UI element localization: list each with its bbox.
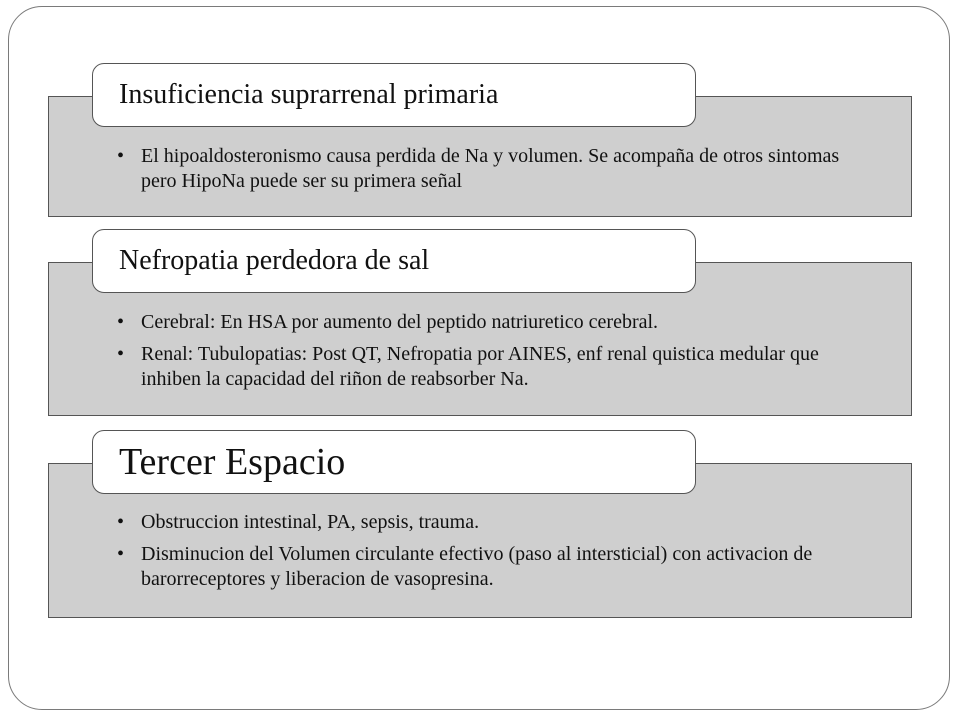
section-title-insuficiencia: [92, 63, 696, 127]
section-title-tercer-espacio: [92, 430, 696, 494]
list-item: • Cerebral: En HSA por aumento del peptido natriuretico cerebral.: [117, 311, 659, 333]
bullet-list: [115, 510, 871, 599]
list-item: • El hipoaldosteronismo causa perdida de Na y volumen. Se acompaña de otros sintomas pero HipoNa puede ser su primera señal: [117, 145, 840, 192]
bullet-list: [115, 310, 871, 399]
bullet-icon: •: [117, 543, 125, 565]
title-text: Nefropatia perdedora de sal: [119, 245, 430, 276]
bullet-icon: •: [117, 145, 125, 167]
bullet-icon: •: [117, 311, 125, 333]
bullet-icon: •: [117, 343, 125, 365]
bullet-list: [115, 144, 871, 201]
list-item: • Renal: Tubulopatias: Post QT, Nefropatia por AINES, enf renal quistica medular que inhiben la capacidad del riñon de reabsorber Na.: [117, 343, 819, 390]
bullet-icon: •: [117, 511, 125, 533]
list-item: • Obstruccion intestinal, PA, sepsis, trauma.: [117, 511, 480, 533]
list-item: • Disminucion del Volumen circulante efectivo (paso al intersticial) con activacion de barorreceptores y liberacion de vasopresina.: [117, 543, 813, 590]
section-title-nefropatia: [92, 229, 696, 293]
title-text: Tercer Espacio: [119, 441, 346, 483]
title-text: Insuficiencia suprarrenal primaria: [119, 79, 499, 110]
